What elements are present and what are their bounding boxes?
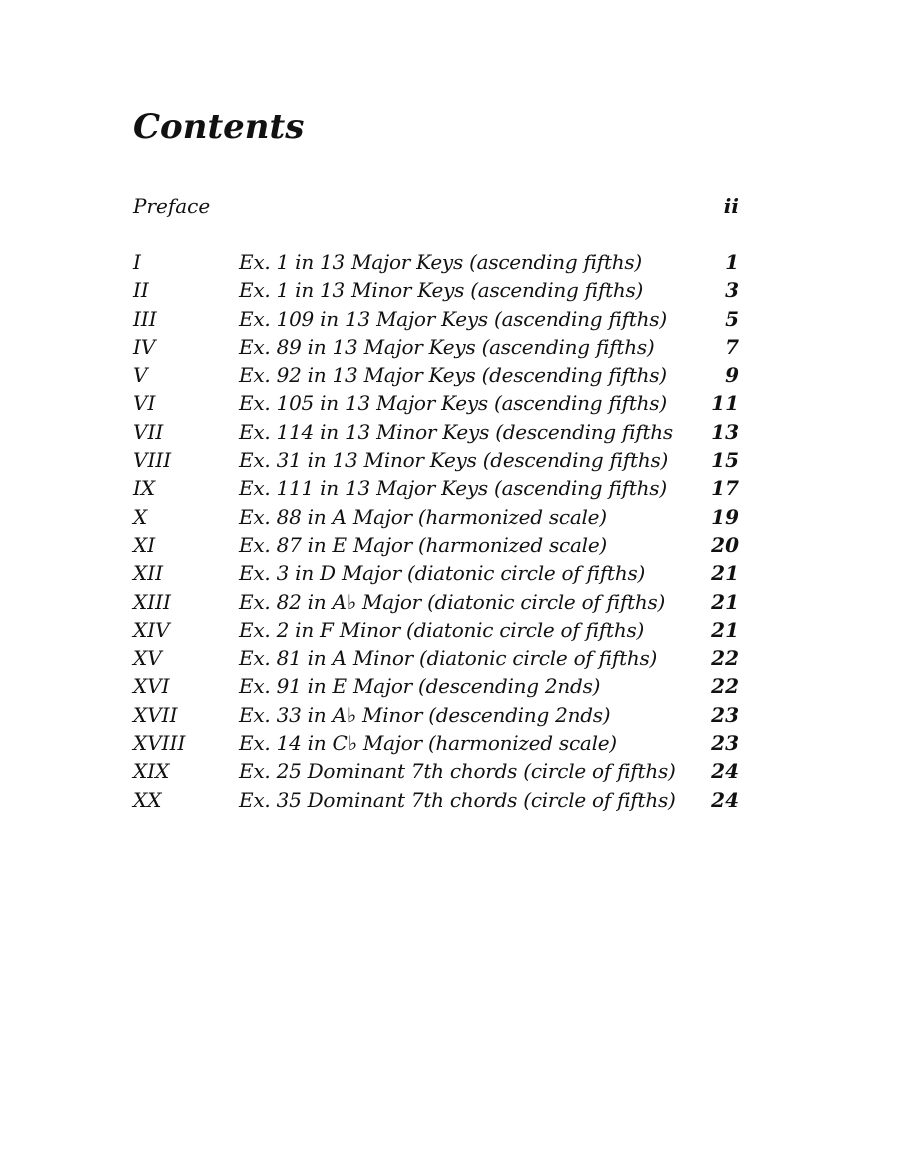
toc-entry[interactable] xyxy=(133,474,739,502)
toc-entry[interactable] xyxy=(133,361,739,389)
chapter-page-number: 15 xyxy=(711,448,739,473)
chapter-title: Ex. 25 Dominant 7th chords (circle of fifths) xyxy=(239,759,676,784)
toc-entry[interactable] xyxy=(133,559,739,587)
chapter-page-number: 23 xyxy=(711,731,739,756)
chapter-page-number: 24 xyxy=(711,759,739,784)
toc-entry[interactable] xyxy=(133,248,739,276)
toc-entry[interactable] xyxy=(133,644,739,672)
toc-entry[interactable] xyxy=(133,305,739,333)
chapter-number: XIV xyxy=(133,617,170,642)
chapter-number: XV xyxy=(133,646,162,671)
chapter-number: V xyxy=(133,363,148,388)
chapter-title: Ex. 81 in A Minor (diatonic circle of fifths) xyxy=(239,646,658,671)
chapter-page-number: 5 xyxy=(725,306,739,331)
chapter-title: Ex. 14 in C♭ Major (harmonized scale) xyxy=(239,731,617,756)
chapter-page-number: 21 xyxy=(711,617,739,642)
chapter-title: Ex. 111 in 13 Major Keys (ascending fifths) xyxy=(239,476,667,501)
chapter-title: Ex. 87 in E Major (harmonized scale) xyxy=(239,532,607,557)
chapter-number: IV xyxy=(133,334,156,359)
preface-page-number: ii xyxy=(723,194,739,218)
preface-label: Preface xyxy=(133,194,211,218)
chapter-title: Ex. 2 in F Minor (diatonic circle of fifths) xyxy=(239,617,645,642)
chapter-title: Ex. 1 in 13 Minor Keys (ascending fifths) xyxy=(239,278,644,303)
toc-entry[interactable] xyxy=(133,729,739,757)
page-title: Contents xyxy=(133,107,305,147)
toc-entry[interactable] xyxy=(133,389,739,417)
chapter-page-number: 21 xyxy=(711,589,739,614)
chapter-number: VI xyxy=(133,391,156,416)
chapter-title: Ex. 35 Dominant 7th chords (circle of fifths) xyxy=(239,787,676,812)
toc-entry[interactable] xyxy=(133,503,739,531)
toc-list xyxy=(133,248,739,814)
toc-entry[interactable] xyxy=(133,276,739,304)
chapter-page-number: 1 xyxy=(725,250,739,274)
chapter-title: Ex. 89 in 13 Major Keys (ascending fifths) xyxy=(239,334,655,359)
chapter-number: III xyxy=(133,306,157,331)
chapter-number: I xyxy=(133,250,141,274)
chapter-title: Ex. 91 in E Major (descending 2nds) xyxy=(239,674,601,699)
chapter-number: XX xyxy=(133,787,162,812)
toc-entry[interactable] xyxy=(133,672,739,700)
chapter-page-number: 11 xyxy=(711,391,739,416)
chapter-title: Ex. 1 in 13 Major Keys (ascending fifths) xyxy=(239,250,642,274)
chapter-title: Ex. 31 in 13 Minor Keys (descending fifths) xyxy=(239,448,669,473)
chapter-number: XVI xyxy=(133,674,170,699)
chapter-number: XIII xyxy=(133,589,171,614)
chapter-page-number: 21 xyxy=(711,561,739,586)
chapter-page-number: 17 xyxy=(711,476,739,501)
toc-entry[interactable] xyxy=(133,786,739,814)
chapter-number: XIX xyxy=(133,759,170,784)
chapter-number: XVII xyxy=(133,702,178,727)
chapter-page-number: 22 xyxy=(711,646,739,671)
chapter-page-number: 3 xyxy=(725,278,739,303)
toc-entry[interactable] xyxy=(133,616,739,644)
toc-entry[interactable] xyxy=(133,446,739,474)
chapter-title: Ex. 33 in A♭ Minor (descending 2nds) xyxy=(239,702,611,727)
chapter-page-number: 13 xyxy=(711,419,739,444)
toc-entry[interactable] xyxy=(133,757,739,785)
chapter-title: Ex. 92 in 13 Major Keys (descending fifths) xyxy=(239,363,667,388)
chapter-number: IX xyxy=(133,476,156,501)
chapter-number: XVIII xyxy=(133,731,186,756)
chapter-number: X xyxy=(133,504,148,529)
toc-entry[interactable] xyxy=(133,418,739,446)
toc-entry[interactable] xyxy=(133,701,739,729)
chapter-number: II xyxy=(133,278,149,303)
chapter-title: Ex. 3 in D Major (diatonic circle of fifths) xyxy=(239,561,646,586)
toc-entry[interactable] xyxy=(133,531,739,559)
chapter-page-number: 23 xyxy=(711,702,739,727)
chapter-title: Ex. 109 in 13 Major Keys (ascending fifths) xyxy=(239,306,667,331)
chapter-title: Ex. 114 in 13 Minor Keys (descending fifths xyxy=(239,419,673,444)
toc-preface-row[interactable] xyxy=(133,192,739,220)
chapter-number: VIII xyxy=(133,448,172,473)
chapter-page-number: 19 xyxy=(711,504,739,529)
chapter-title: Ex. 82 in A♭ Major (diatonic circle of fifths) xyxy=(239,589,666,614)
chapter-page-number: 9 xyxy=(725,363,739,388)
toc-entry[interactable] xyxy=(133,333,739,361)
chapter-title: Ex. 88 in A Major (harmonized scale) xyxy=(239,504,607,529)
toc-entry[interactable] xyxy=(133,588,739,616)
chapter-page-number: 24 xyxy=(711,787,739,812)
chapter-number: VII xyxy=(133,419,164,444)
chapter-title: Ex. 105 in 13 Major Keys (ascending fifths) xyxy=(239,391,667,416)
chapter-page-number: 7 xyxy=(725,334,739,359)
chapter-page-number: 20 xyxy=(711,532,739,557)
chapter-number: XI xyxy=(133,532,156,557)
chapter-page-number: 22 xyxy=(711,674,739,699)
chapter-number: XII xyxy=(133,561,164,586)
